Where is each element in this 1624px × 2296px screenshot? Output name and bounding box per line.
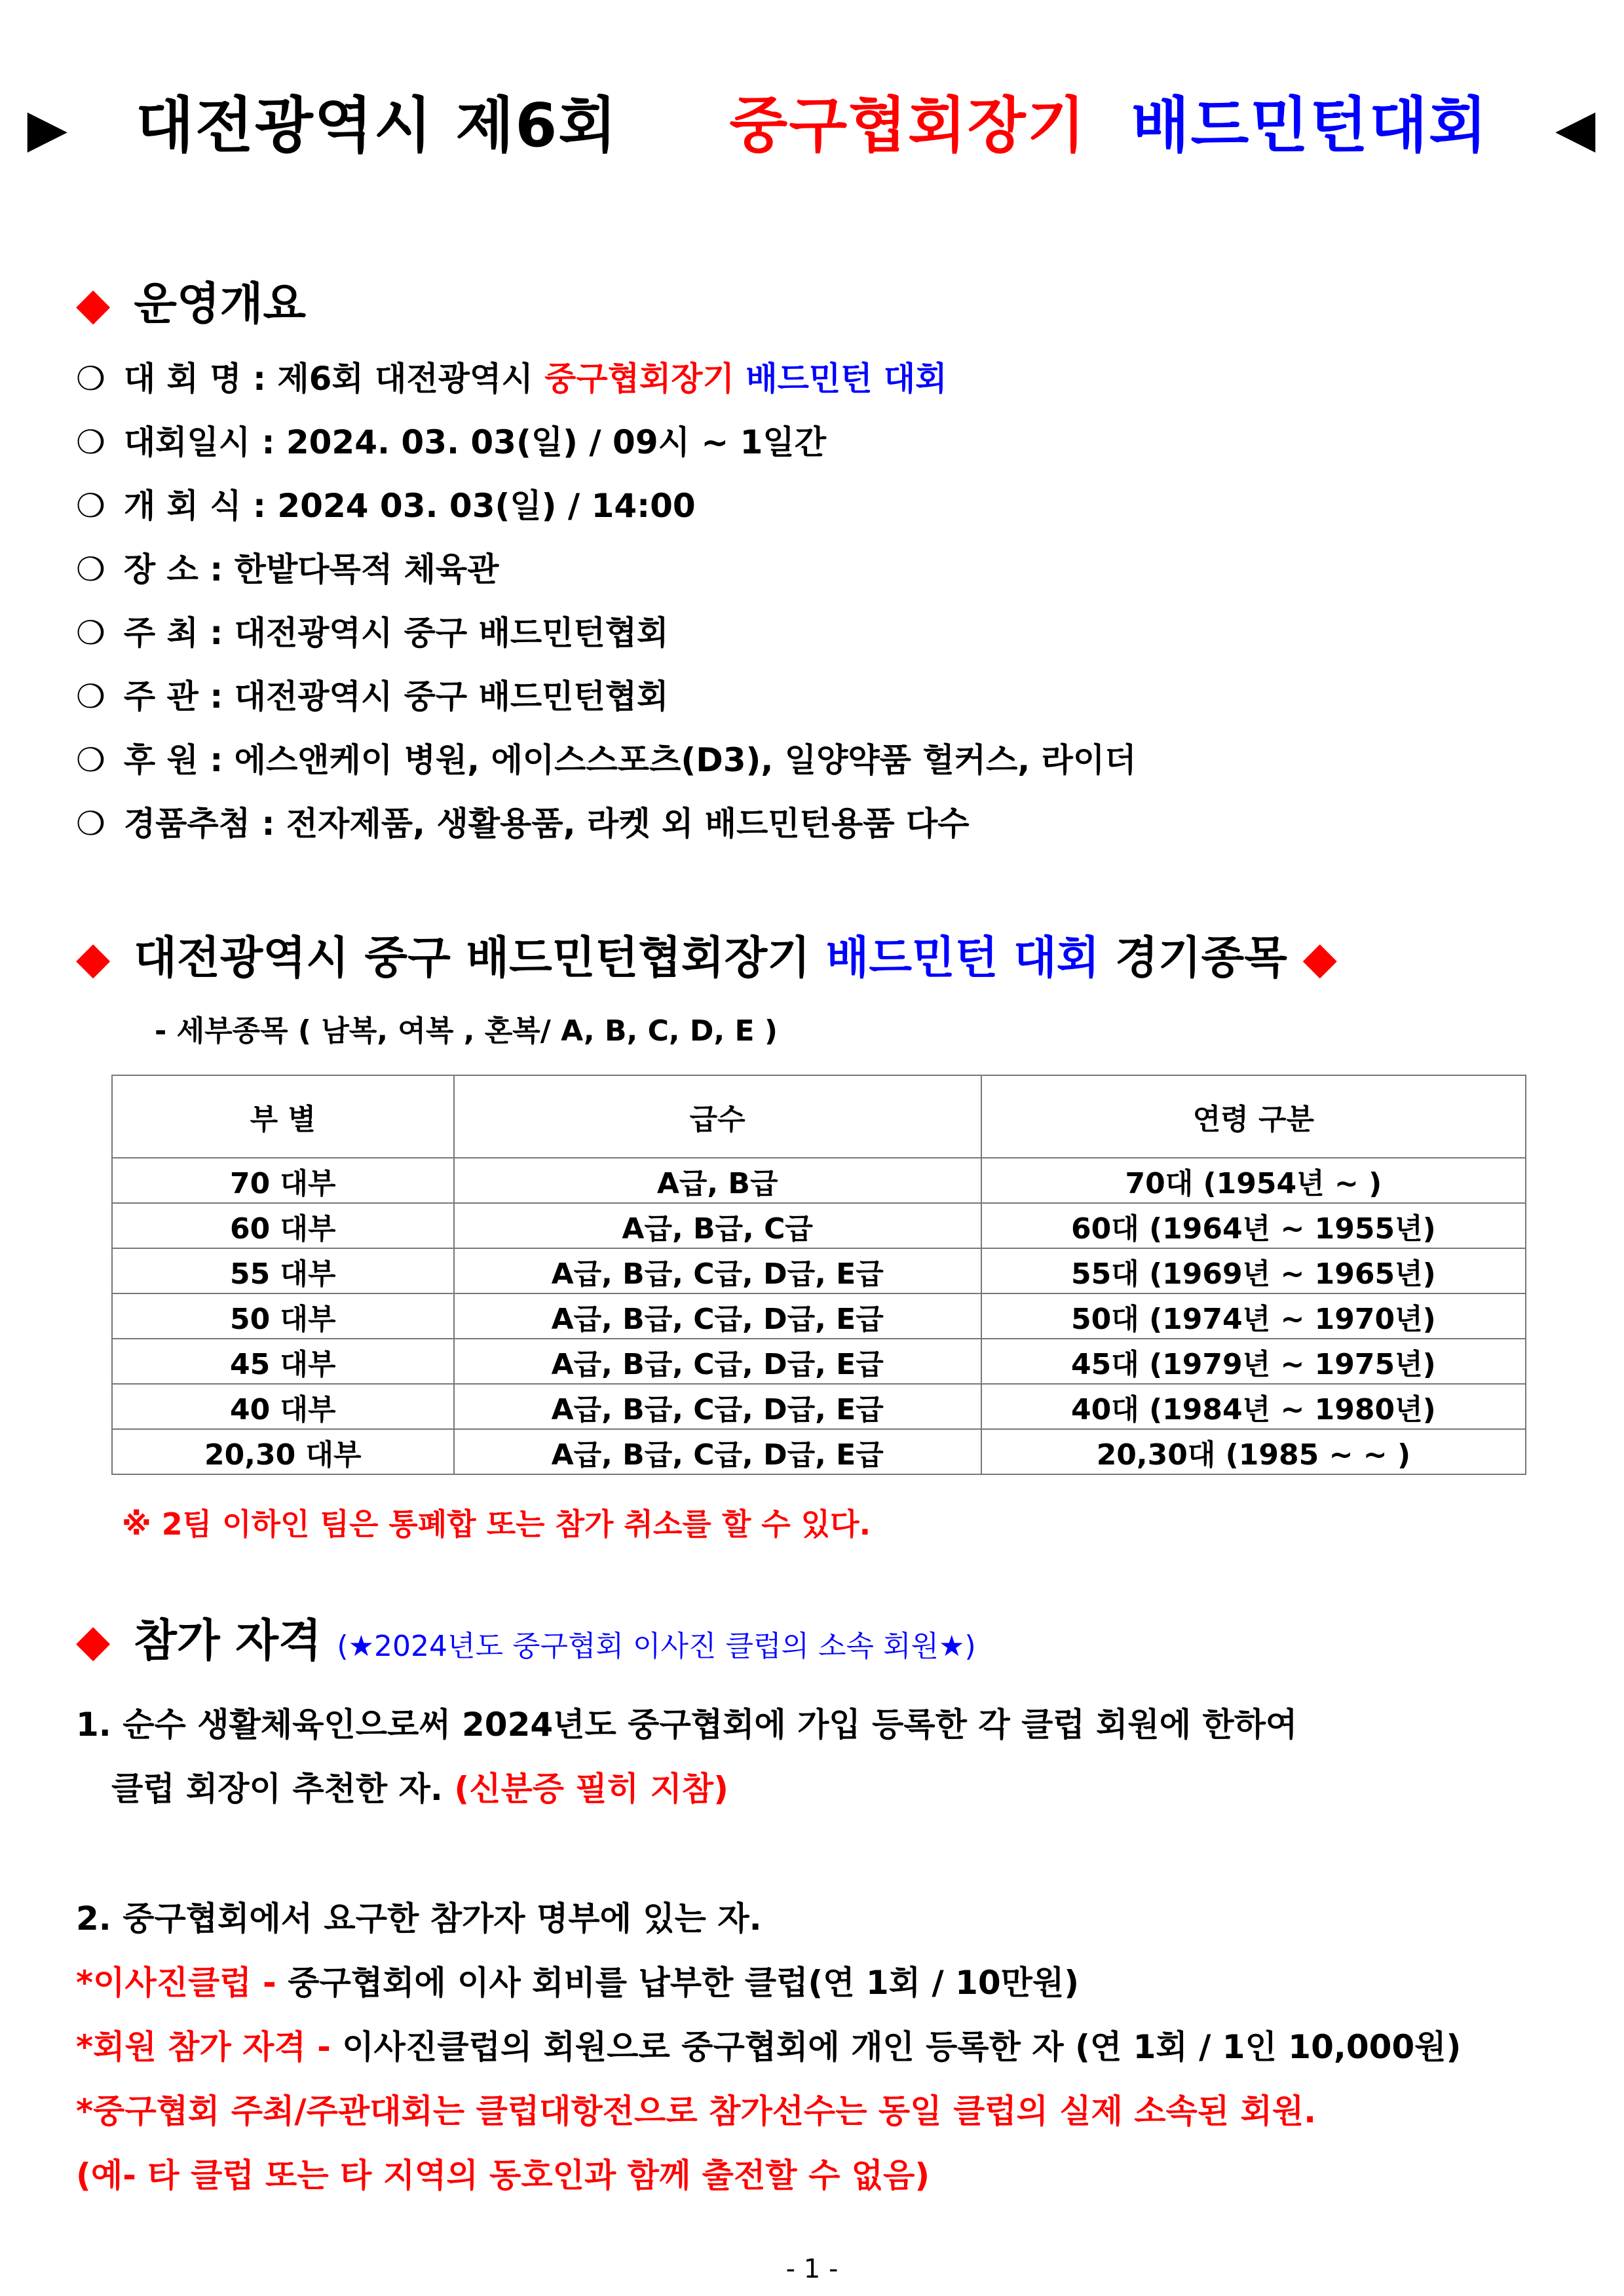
overview-item: ❍ 개 회 식 : 2024 03. 03(일) / 14:00 [76,487,696,525]
table-cell: 50 대부 [112,1293,454,1339]
overview-item: ❍ 경품추첨 : 전자제품, 생활용품, 라켓 외 배드민턴용품 다수 [76,805,970,843]
overview-item: ❍ 주 최 : 대전광역시 중구 배드민턴협회 [76,614,669,652]
qualification-rule1: *중구협회 주최/주관대회는 클럽대항전으로 참가선수는 동일 클럽의 실제 소속된 회원. [76,2092,1317,2130]
table-cell: 20,30대 (1985 ~ ~ ) [981,1429,1526,1474]
title-part2: 중구협회장기 [729,90,1087,161]
circle-bullet-icon: ❍ [76,360,105,398]
table-header: 급수 [454,1075,981,1158]
circle-bullet-icon: ❍ [76,805,105,843]
play-right-icon: ▶ [27,98,69,159]
table-row [112,1339,1526,1384]
page-title [0,77,1624,164]
qualification-p2: 2. 중구협회에서 요구한 참가자 명부에 있는 자. [76,1900,762,1938]
table-header-row [112,1075,1526,1158]
overview-heading: ◆ 운영개요 [76,278,307,330]
table-cell: 70대 (1954년 ~ ) [981,1158,1526,1203]
table-cell: A급, B급, C급, D급, E급 [454,1248,981,1293]
table-cell: A급, B급, C급, D급, E급 [454,1339,981,1384]
circle-bullet-icon: ❍ [76,550,105,588]
table-row [112,1158,1526,1203]
title-part3: 배드민턴대회 [1131,90,1488,161]
diamond-icon: ◆ [76,278,111,330]
circle-bullet-icon: ❍ [76,423,105,461]
qualification-p1-line2: 클럽 회장이 추천한 자. (신분증 필히 지참) [111,1770,728,1808]
table-cell: A급, B급, C급, D급, E급 [454,1429,981,1474]
diamond-icon: ◆ [1302,932,1337,984]
qualification-rule2: (예- 타 클럽 또는 타 지역의 동호인과 함께 출전할 수 없음) [76,2156,930,2194]
table-row [112,1248,1526,1293]
table-cell: 60 대부 [112,1203,454,1248]
circle-bullet-icon: ❍ [76,487,105,525]
table-row [112,1384,1526,1429]
table-cell: 60대 (1964년 ~ 1955년) [981,1203,1526,1248]
table-cell: A급, B급, C급, D급, E급 [454,1293,981,1339]
overview-item: ❍ 장 소 : 한밭다목적 체육관 [76,550,499,588]
table-cell: 70 대부 [112,1158,454,1203]
diamond-icon: ◆ [76,932,111,984]
table-row [112,1429,1526,1474]
table-cell: 20,30 대부 [112,1429,454,1474]
qualification-club: *이사진클럽 - 중구협회에 이사 회비를 납부한 클럽(연 1회 / 10만원) [76,1964,1080,2002]
qualification-heading-note: (★2024년도 중구협회 이사진 클럽의 소속 회원★) [337,1630,976,1663]
events-table [111,1075,1526,1475]
events-heading: ◆ 대전광역시 중구 배드민턴협회장기 배드민턴 대회 경기종목 ◆ [76,932,1337,984]
table-cell: A급, B급 [454,1158,981,1203]
circle-bullet-icon: ❍ [76,678,105,716]
table-cell: 45 대부 [112,1339,454,1384]
title-part1: 대전광역시 제6회 [136,90,618,161]
circle-bullet-icon: ❍ [76,741,105,779]
play-left-icon: ◀ [1555,98,1597,159]
qualification-member: *회원 참가 자격 - 이사진클럽의 회원으로 중구협회에 개인 등록한 자 (연 1회 / 1인 10,000원) [76,2028,1462,2066]
circle-bullet-icon: ❍ [76,614,105,652]
table-cell: A급, B급, C급, D급, E급 [454,1384,981,1429]
overview-item: ❍ 주 관 : 대전광역시 중구 배드민턴협회 [76,678,669,716]
diamond-icon: ◆ [76,1615,111,1667]
table-row [112,1293,1526,1339]
overview-item: ❍ 후 원 : 에스앤케이 병원, 에이스스포츠(D3), 일양약품 헐커스, 라이더 [76,741,1137,779]
table-cell: 55대 (1969년 ~ 1965년) [981,1248,1526,1293]
overview-item: ❍ 대회일시 : 2024. 03. 03(일) / 09시 ~ 1일간 [76,423,827,461]
table-cell: 50대 (1974년 ~ 1970년) [981,1293,1526,1339]
qualification-p1-line1: 1. 순수 생활체육인으로써 2024년도 중구협회에 가입 등록한 각 클럽 회원에 한하여 [76,1706,1298,1744]
table-cell: 40대 (1984년 ~ 1980년) [981,1384,1526,1429]
events-note: ※ 2팀 이하인 팀은 통폐합 또는 참가 취소를 할 수 있다. [122,1506,871,1542]
table-header: 부 별 [112,1075,454,1158]
table-cell: A급, B급, C급 [454,1203,981,1248]
page-number: - 1 - [785,2254,839,2284]
table-cell: 45대 (1979년 ~ 1975년) [981,1339,1526,1384]
events-subtitle: - 세부종목 ( 남복, 여복 , 혼복/ A, B, C, D, E ) [155,1014,778,1048]
qualification-heading: ◆ 참가 자격 (★2024년도 중구협회 이사진 클럽의 소속 회원★) [76,1615,976,1667]
table-cell: 40 대부 [112,1384,454,1429]
table-row [112,1203,1526,1248]
overview-item: ❍ 대 회 명 : 제6회 대전광역시 중구협회장기 배드민턴 대회 [76,360,947,398]
table-header: 연령 구분 [981,1075,1526,1158]
table-cell: 55 대부 [112,1248,454,1293]
